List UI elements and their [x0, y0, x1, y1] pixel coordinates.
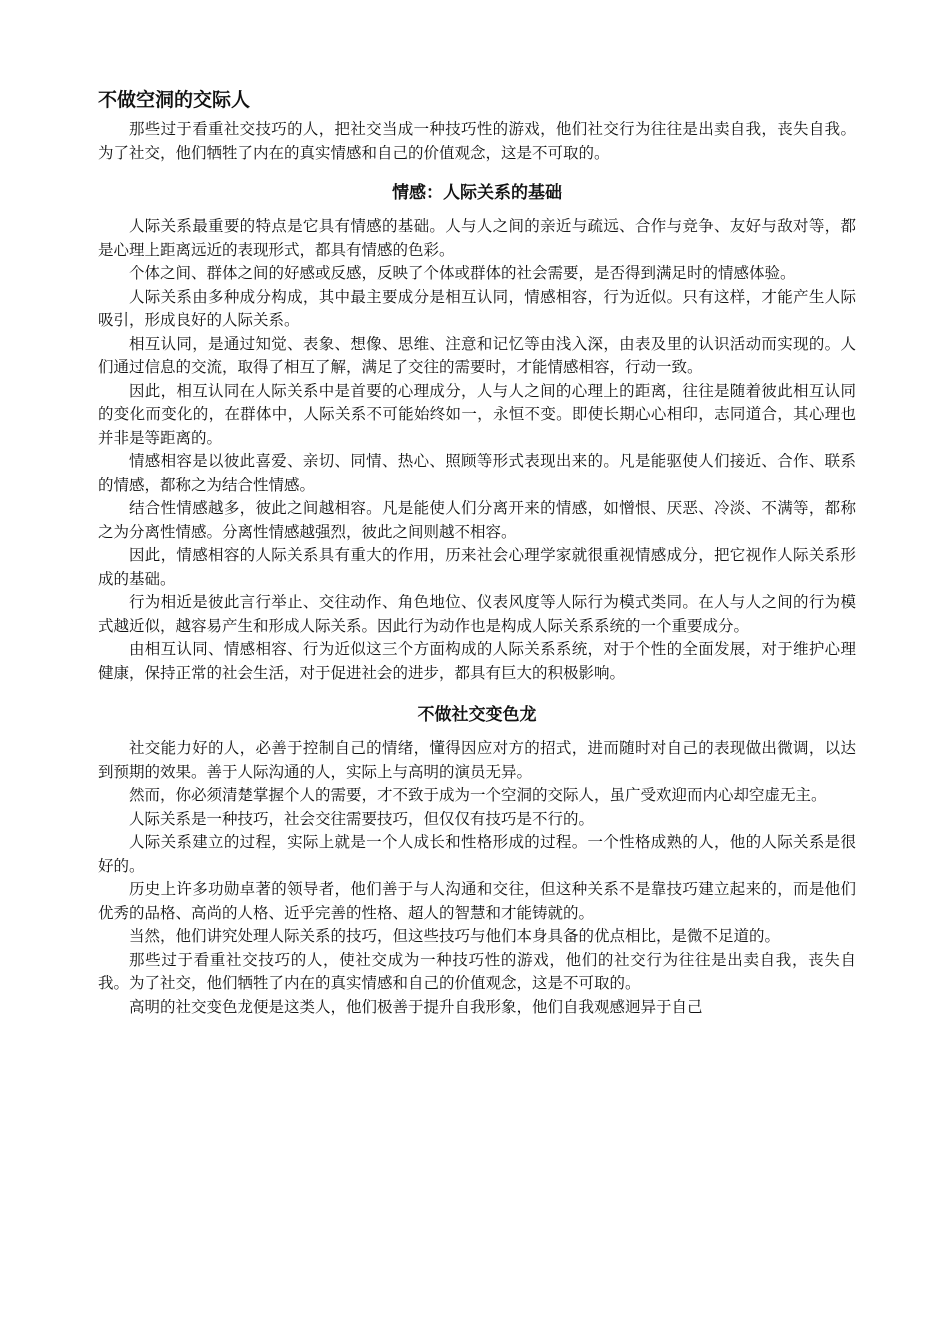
- paragraph: 行为相近是彼此言行举止、交往动作、角色地位、仪表风度等人际行为模式类同。在人与人之间的行为模式越近似，越容易产生和形成人际关系。因此行为动作也是构成人际关系系统的一个重要成分。: [98, 593, 856, 635]
- section-heading: 不做社交变色龙: [417, 705, 537, 725]
- paragraph: 那些过于看重社交技巧的人，使社交成为一种技巧性的游戏，他们的社交行为往往是出卖自我，丧失自我。为了社交，他们牺牲了内在的真实情感和自己的价值观念，这是不可取的。: [98, 950, 856, 992]
- paragraph: 人际关系由多种成分构成，其中最主要成分是相互认同，情感相容，行为近似。只有这样，才能产生人际吸引，形成良好的人际关系。: [98, 287, 856, 329]
- paragraph: 当然，他们讲究处理人际关系的技巧，但这些技巧与他们本身具备的优点相比，是微不足道的。: [129, 927, 781, 945]
- paragraph: 人际关系最重要的特点是它具有情感的基础。人与人之间的亲近与疏远、合作与竞争、友好与敌对等，都是心理上距离远近的表现形式，都具有情感的色彩。: [98, 217, 856, 259]
- paragraph: 人际关系是一种技巧，社会交往需要技巧，但仅仅有技巧是不行的。: [129, 809, 595, 828]
- section-heading: 情感：人际关系的基础: [392, 183, 562, 203]
- paragraph: 高明的社交变色龙便是这类人，他们极善于提升自我形象，他们自我观感迥异于自己: [129, 997, 703, 1016]
- paragraph: 社交能力好的人，必善于控制自己的情绪，懂得因应对方的招式，进而随时对自己的表现做出微调，以达到预期的效果。善于人际沟通的人，实际上与高明的演员无异。: [98, 739, 856, 781]
- paragraph: 相互认同，是通过知觉、表象、想像、思维、注意和记忆等由浅入深，由表及里的认识活动而实现的。人们通过信息的交流，取得了相互了解，满足了交往的需要时，才能情感相容，行动一致。: [98, 334, 856, 376]
- paragraph: 由相互认同、情感相容、行为近似这三个方面构成的人际关系系统，对于个性的全面发展，对于维护心理健康，保持正常的社会生活，对于促进社会的进步，都具有巨大的积极影响。: [98, 640, 856, 682]
- paragraph: 情感相容是以彼此喜爱、亲切、同情、热心、照顾等形式表现出来的。凡是能驱使人们接近、合作、联系的情感，都称之为结合性情感。: [98, 452, 856, 494]
- paragraph: 因此，相互认同在人际关系中是首要的心理成分，人与人之间的心理上的距离，往往是随着彼此相互认同的变化而变化的，在群体中，人际关系不可能始终如一，永恒不变。即使长期心心相印，志同道合，其心理也并非是等距离的。: [98, 381, 856, 447]
- paragraph: 结合性情感越多，彼此之间越相容。凡是能使人们分离开来的情感，如憎恨、厌恶、冷淡、不满等，都称之为分离性情感。分离性情感越强烈，彼此之间则越不相容。: [98, 499, 856, 541]
- intro-paragraph: 那些过于看重社交技巧的人，把社交当成一种技巧性的游戏，他们社交行为往往是出卖自我，丧失自我。为了社交，他们牺牲了内在的真实情感和自己的价值观念，这是不可取的。: [98, 120, 856, 162]
- section-social-chameleon: [98, 703, 856, 1019]
- paragraph: 人际关系建立的过程，实际上就是一个人成长和性格形成的过程。一个性格成熟的人，他的人际关系是很好的。: [98, 833, 856, 875]
- document-title: 不做空洞的交际人: [98, 89, 251, 111]
- paragraph: 然而，你必须清楚掌握个人的需要，才不致于成为一个空洞的交际人，虽广受欢迎而内心却空虚无主。: [129, 786, 827, 804]
- section-emotion-foundation: [98, 181, 856, 685]
- paragraph: 个体之间、群体之间的好感或反感，反映了个体或群体的社会需要，是否得到满足时的情感体验。: [129, 264, 796, 282]
- document-page: [98, 86, 856, 1019]
- paragraph: 因此，情感相容的人际关系具有重大的作用，历来社会心理学家就很重视情感成分，把它视作人际关系形成的基础。: [98, 546, 856, 588]
- paragraph: 历史上许多功勋卓著的领导者，他们善于与人沟通和交往，但这种关系不是靠技巧建立起来的，而是他们优秀的品格、高尚的人格、近乎完善的性格、超人的智慧和才能铸就的。: [98, 880, 856, 922]
